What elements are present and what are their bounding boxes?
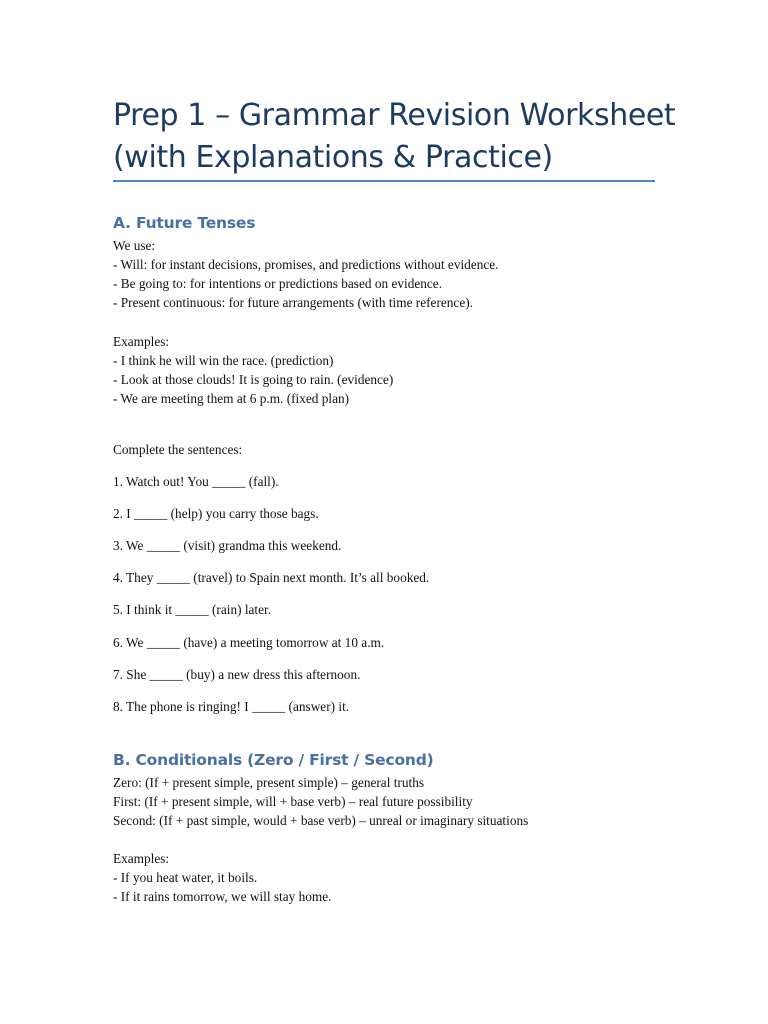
section-b-example: - If you heat water, it boils.: [113, 870, 258, 885]
document-title: [113, 95, 676, 179]
exercise-item-6: 6. We _____ (have) a meeting tomorrow at 10 a.m.: [113, 635, 385, 650]
section-a-rule-will: - Will: for instant decisions, promises, and predictions without evidence.: [113, 257, 499, 272]
section-a-rule-present-continuous: - Present continuous: for future arrangements (with time reference).: [113, 295, 473, 310]
section-b-heading: B. Conditionals (Zero / First / Second): [113, 751, 434, 769]
section-a-examples-label: Examples:: [113, 334, 170, 349]
document-title-line-1: Prep 1 – Grammar Revision Worksheet: [113, 98, 676, 133]
exercise-item-5: 5. I think it _____ (rain) later.: [113, 602, 272, 617]
section-a-heading: A. Future Tenses: [113, 214, 256, 232]
section-a-example: - We are meeting them at 6 p.m. (fixed plan): [113, 391, 350, 406]
exercise-item-7: 7. She _____ (buy) a new dress this afternoon.: [113, 667, 361, 682]
section-b-examples-label: Examples:: [113, 851, 170, 866]
exercise-item-1: 1. Watch out! You _____ (fall).: [113, 474, 279, 489]
section-a-rule-going-to: - Be going to: for intentions or predictions based on evidence.: [113, 276, 443, 291]
exercise-item-8: 8. The phone is ringing! I _____ (answer) it.: [113, 699, 350, 714]
section-a-example: - I think he will win the race. (prediction): [113, 353, 334, 368]
section-b-example: - If it rains tomorrow, we will stay home.: [113, 889, 332, 904]
section-a-intro: We use:: [113, 238, 156, 253]
exercise-item-4: 4. They _____ (travel) to Spain next month. It’s all booked.: [113, 570, 430, 585]
document-title-line-2: (with Explanations & Practice): [113, 140, 553, 175]
exercise-item-2: 2. I _____ (help) you carry those bags.: [113, 506, 319, 521]
section-b-rule-second: Second: (If + past simple, would + base verb) – unreal or imaginary situations: [113, 813, 529, 828]
title-underline: [113, 180, 655, 182]
section-a-exercise-label: Complete the sentences:: [113, 442, 243, 457]
exercise-item-3: 3. We _____ (visit) grandma this weekend.: [113, 538, 342, 553]
section-b-rule-first: First: (If + present simple, will + base verb) – real future possibility: [113, 794, 473, 809]
section-a-example: - Look at those clouds! It is going to rain. (evidence): [113, 372, 394, 387]
section-b-rule-zero: Zero: (If + present simple, present simple) – general truths: [113, 775, 425, 790]
